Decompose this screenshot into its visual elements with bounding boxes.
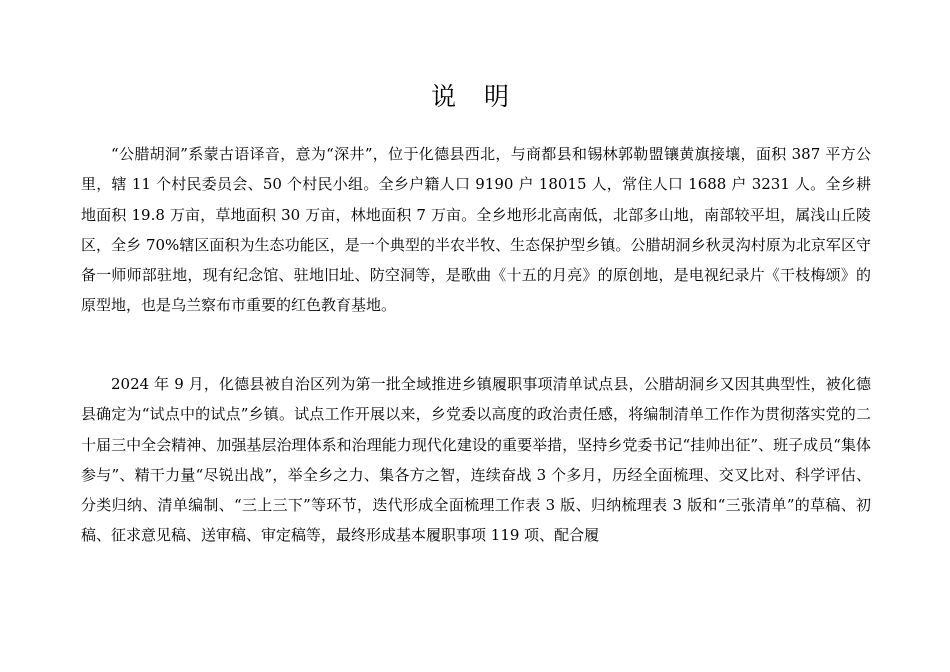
- paragraph-pilot-work: 2024 年 9 月，化德县被自治区列为第一批全域推进乡镇履职事项清单试点县，公腊胡洞乡又因其典型性，被化德县确定为“试点中的试点”乡镇。试点工作开展以来，乡党委以高度的政治责任感，将编制清单工作作为贯彻落实党的二十届三中全会精神、加强基层治理体系和治理能力现代化建设的重要举措，坚持乡党委书记“挂帅出征”、班子成员“集体参与”、精干力量“尽锐出战”，举全乡之力、集各方之智，连续奋战 3 个多月，历经全面梳理、交叉比对、科学评估、分类归纳、清单编制、“三上三下”等环节，迭代形成全面梳理工作表 3 版、归纳梳理表 3 版和“三张清单”的草稿、初稿、征求意见稿、送审稿、审定稿等，最终形成基本履职事项 119 项、配合履: [81, 375, 871, 545]
- document-title: 说 明: [431, 82, 519, 111]
- paragraph-overview: “公腊胡洞”系蒙古语译音，意为“深井”，位于化德县西北，与商都县和锡林郭勒盟镶黄旗接壤，面积 387 平方公里，辖 11 个村民委员会、50 个村民小组。全乡户籍人口 9190 户 18015 人，常住人口 1688 户 3231 人。全乡耕地面积 19.8 万亩，草地面积 30 万亩，林地面积 7 万亩。全乡地形北高南低，北部多山地，南部较平坦，属浅山丘陵区，全乡 70%辖区面积为生态功能区，是一个典型的半农半牧、生态保护型乡镇。公腊胡洞乡秋灵沟村原为北京军区守备一师师部驻地，现有纪念馆、驻地旧址、防空洞等，是歌曲《十五的月亮》的原创地，是电视纪录片《干枝梅颂》的原型地，也是乌兰察布市重要的红色教育基地。: [81, 145, 871, 315]
